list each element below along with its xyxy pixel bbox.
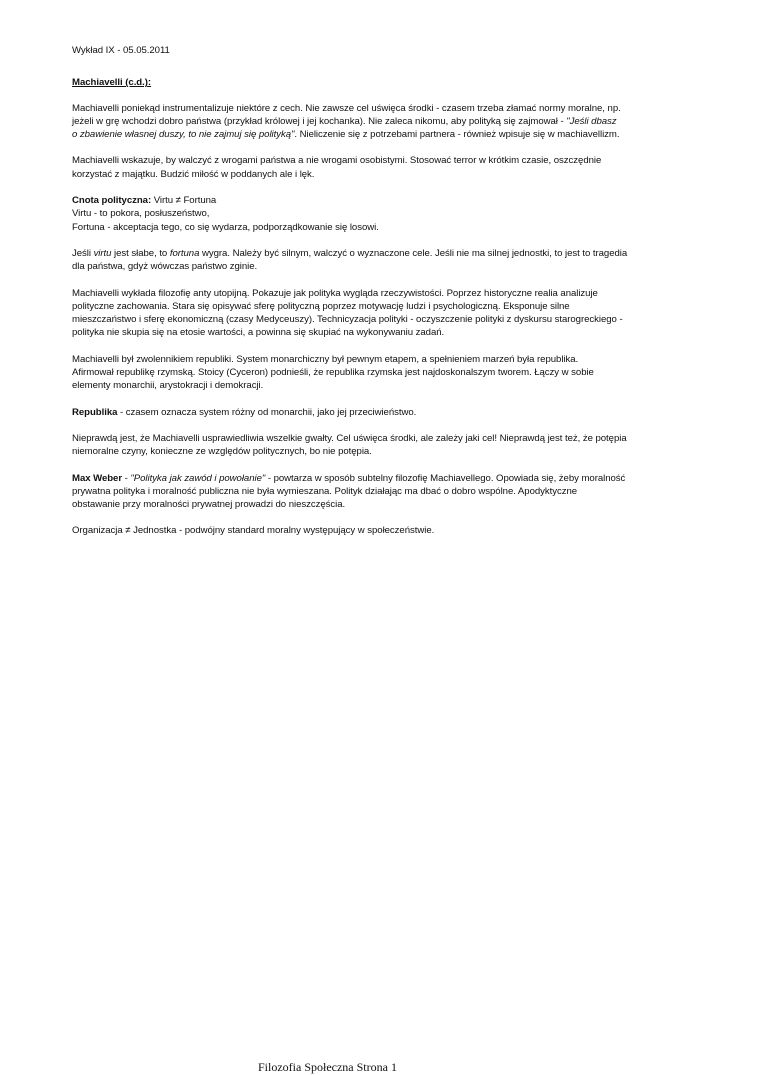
text-line: niemoralne czyny, konieczne ze względów politycznych, bo nie potępia. — [72, 446, 372, 458]
text-line — [72, 406, 672, 419]
section-title: Machiavelli (c.d.): — [72, 77, 152, 89]
paragraph-anti-utopian — [72, 287, 672, 340]
paragraph-violence — [72, 432, 672, 459]
text-span: - powtarza w sposób subtelny filozofię Machiavellego. Opowiada się, żeby moralność — [265, 472, 626, 484]
quote-span: o zbawienie własnej duszy, to nie zajmuj się polityką" — [72, 129, 295, 141]
paragraph-political-virtue — [72, 194, 672, 234]
text-line: Machiavelli poniekąd instrumentalizuje niektóre z cech. Nie zawsze cel uświęca środki - czasem trzeba złamać normy moralne, np. — [72, 102, 621, 114]
text-line: Fortuna - akceptacja tego, co się wydarza, podporządkowanie się losowi. — [72, 221, 379, 233]
text-line: dla państwa, gdyż wówczas państwo zginie. — [72, 261, 258, 273]
text-line: elementy monarchii, arystokracji i demokracji. — [72, 380, 264, 392]
text-line: obstawanie przy moralności prywatnej prowadzi do nieszczęścia. — [72, 499, 346, 511]
text-span: - czasem oznacza system różny od monarchii, jako jej przeciwieństwo. — [117, 406, 417, 418]
text-span: wygra. Należy być silnym, walczyć o wyznaczone cele. Jeśli nie ma silnej jednostki, to jest to tragedia — [199, 247, 628, 259]
text-span: Virtu ≠ Fortuna — [151, 195, 217, 207]
paragraph-max-weber — [72, 472, 672, 512]
text-line: Machiavelli był zwolennikiem republiki. System monarchiczny był pewnym etapem, a spełnieniem marzeń była republika. — [72, 353, 579, 365]
text-line — [72, 128, 672, 141]
text-line — [72, 247, 672, 260]
text-line: Machiavelli wskazuje, by walczyć z wrogami państwa a nie wrogami osobistymi. Stosować terror w krótkim czasie, oszczędnie — [72, 155, 602, 167]
page-footer: Filozofia Społeczna Strona 1 — [258, 1060, 397, 1074]
text-line: mieszczaństwo i sferę ekonomiczną (czasy Medyceuszy). Technicyzacja polityki - oczyszczenie polityki z dyskursu starogreckiego - — [72, 314, 623, 326]
text-span: Jeśli — [72, 247, 94, 259]
paragraph-enemies — [72, 154, 672, 181]
paragraph-republic-definition — [72, 406, 672, 419]
text-line: Afirmował republikę rzymską. Stoicy (Cyceron) podnieśli, że republika rzymska jest najdoskonalszym tworem. Łączy w sobie — [72, 367, 594, 379]
term-italic: fortuna — [169, 247, 200, 259]
term-label: Republika — [72, 406, 118, 418]
text-line: Organizacja ≠ Jednostka - podwójny standard moralny występujący w społeczeństwie. — [72, 525, 435, 537]
text-line: polityka nie skupia się na etosie wartości, a powinna się skupiać na wykonywaniu zadań. — [72, 327, 445, 339]
lecture-date-header: Wykład IX - 05.05.2011 — [72, 45, 170, 56]
text-span: - — [122, 472, 131, 484]
paragraph-virtu-fortuna — [72, 247, 672, 274]
text-line: prywatna polityka i moralność publiczna nie była wymieszana. Polityk działając ma dbać o dobro wspólne. Apodyktyczne — [72, 485, 578, 497]
text-line — [72, 472, 672, 485]
text-line: Machiavelli wykłada filozofię anty utopijną. Pokazuje jak polityka wygląda rzeczywistości. Poprzez historyczne realia analizuje — [72, 287, 598, 299]
text-span: . Nieliczenie się z potrzebami partnera - również wpisuje się w machiavellizm. — [294, 129, 620, 141]
text-span: jest słabe, to — [111, 247, 170, 259]
quote-span: "Jeśli dbasz — [566, 115, 617, 127]
paragraph-instrumentalization — [72, 102, 672, 142]
term-label: Cnota polityczna: — [72, 195, 152, 207]
document-page — [72, 44, 672, 551]
text-line — [72, 115, 672, 128]
paragraph-double-standard — [72, 524, 672, 537]
text-line: polityczne zachowania. Stara się opisywać sferę polityczną poprzez motywację ludzi i psychologiczną. Eksponuje silne — [72, 300, 570, 312]
term-label: Max Weber — [72, 472, 123, 484]
term-italic: virtu — [93, 247, 112, 259]
text-line: Nieprawdą jest, że Machiavelli usprawiedliwia wszelkie gwałty. Cel uświęca środki, ale zależy jaki cel! Nieprawdą jest też, że potępia — [72, 432, 627, 444]
text-line: korzystać z majątku. Budzić miłość w poddanych ale i lęk. — [72, 168, 315, 180]
paragraph-republic-supporter — [72, 353, 672, 393]
book-title: "Polityka jak zawód i powołanie" — [130, 472, 266, 484]
text-line — [72, 194, 672, 207]
text-span: jeżeli w grę wchodzi dobro państwa (przykład królowej i jej kochanka). Nie zaleca nikomu, aby polityką się zajmował - — [72, 115, 567, 127]
text-line: Virtu - to pokora, posłuszeństwo, — [72, 208, 210, 220]
